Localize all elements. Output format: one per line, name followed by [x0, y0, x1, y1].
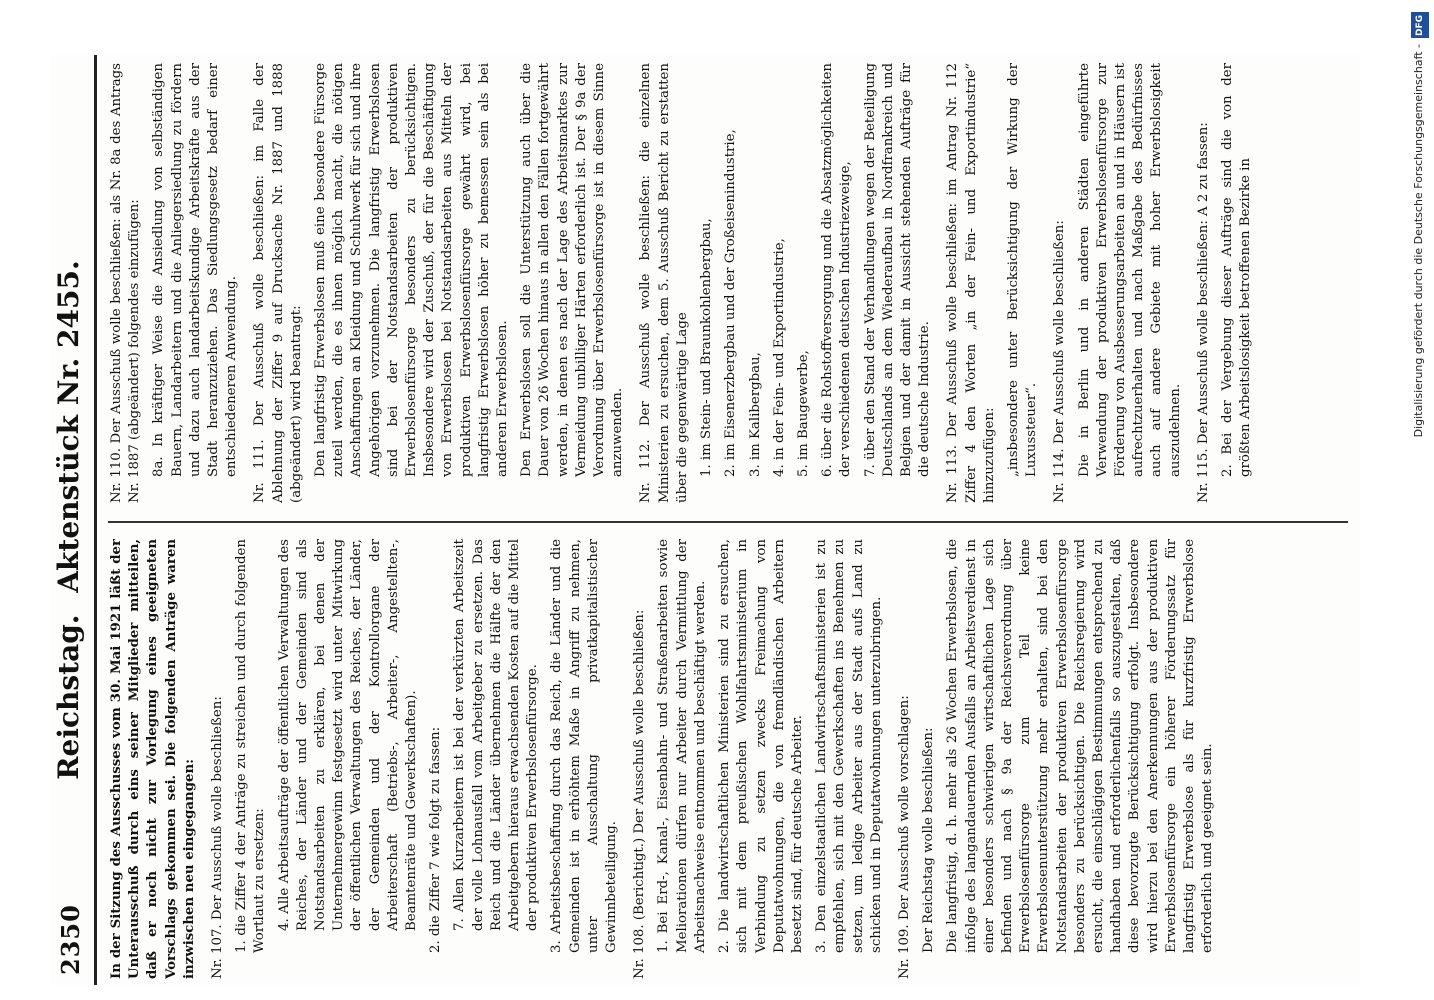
motion-114-text: Die in Berlin und in anderen Städten eingeführte Verwendung der produktiven Erwerbslosenfürsorge zur Förderung von Ausbesserungsarbeiten an und in Häusern ist aufrechtzuerhalten und nach Maßgabe des Bedürfnisses auch auf andere Gebiete mit hoher Erwerbslosigkeit auszudehnen.	[1076, 63, 1183, 477]
header-left-title: Reichstag.	[52, 614, 85, 780]
dfg-attribution	[1408, 8, 1434, 992]
running-title	[52, 55, 85, 985]
motion-108-heading: Nr. 108. (Berichtigt.) Der Ausschuß wolle beschließen:	[632, 609, 648, 979]
dfg-logo-icon: DFG	[1411, 12, 1429, 38]
left-column	[108, 539, 1348, 979]
right-column	[108, 63, 1348, 503]
motion-112-item: 2. im Eisenerzbergbau und der Großeisenindustrie,	[723, 129, 739, 477]
motion-112-item: 3. im Kalibergbau,	[747, 352, 763, 477]
column-divider	[108, 521, 1348, 523]
motion-107-heading: Nr. 107. Der Ausschuß wolle beschließen:	[210, 696, 226, 979]
motion-109-sub: Der Reichstag wolle beschließen:	[921, 727, 937, 953]
motion-112-item: 4. in der Fein- und Exportindustrie,	[771, 238, 787, 477]
motion-110-text: 8a. In kräftiger Weise die Ansiedlung von selbständigen Bauern, Landarbeitern und die Anliegersiedlung zu fördern und dazu auch landarbeitskundige Arbeitskräfte aus der Stadt heranzuziehen. Das Siedlungsgesetz bedarf einer entschiedeneren Anwendung.	[151, 63, 240, 477]
motion-109-text: Die langfristig, d. h. mehr als 26 Wochen Erwerbslosen, die infolge des langandauernden Ausfalls an Arbeitsverdienst in einer besonders schwierigen wirtschaftlichen Lage sich befinden und nach § 9a der Reichsverordnung über Erwerbslosenfürsorge zum Teil keine Erwerbslosenunterstützung mehr erhalten, sind bei den Notstandsarbeiten der produktiven Erwerbslosenfürsorge besonders zu berücksichtigen. Die Reichsregierung wird ersucht, die einschlägigen Bestimmungen entsprechend zu handhaben und erforderlichenfalls so auszugestalten, daß diese bevorzugte Berücksichtigung erfolgt. Insbesondere wird hierzu bei den Anerkennungen aus der produktiven Erwerbslosenfürsorge ein höherer Förderungssatz für langfristig Erwerbslose als für kurzfristig Erwerbslose erforderlich und geeignet sein.	[945, 539, 1216, 953]
motion-107-item-3: 3. Arbeitsbeschaffung durch das Reich, die Länder und die Gemeinden ist in erhöhtem Maße in Angriff zu nehmen, unter Ausschaltung privatkapitalistischer Gewinnbeteiligung.	[549, 539, 620, 953]
document-sheet	[50, 55, 1360, 985]
motion-112-item: 1. im Stein- und Braunkohlenbergbau,	[699, 218, 715, 477]
intro-paragraph: In der Sitzung des Ausschusses vom 30. Mai 1921 läßt der Unterausschuß durch eins seiner Mitglieder mitteilen, daß er noch nicht zur Vorlegung eines geeigneten Vorschlags gekommen sei. Die folgenden Anträge waren inzwischen neu eingegangen:	[109, 539, 197, 979]
text-columns	[108, 55, 1348, 985]
motion-110-heading: Nr. 110. Der Ausschuß wolle beschließen: als Nr. 8a des Antrags Nr. 1887 (abgeändert) folgendes einzufügen:	[109, 63, 143, 503]
motion-111-text-2: Den Erwerbslosen soll die Unterstützung auch über die Dauer von 26 Wochen hinaus in allen den Fällen fortgewährt werden, in denen es nach der Lage des Arbeitsmarktes zur Vermeidung unbilliger Härten erforderlich ist. Der § 9a der Verordnung über Erwerbslosenfürsorge ist in diesem Sinne anzuwenden.	[519, 63, 626, 477]
motion-107-item-2: 2. die Ziffer 7 wie folgt zu fassen:	[428, 726, 444, 953]
motion-112-item: 5. im Baugewerbe,	[795, 350, 811, 477]
motion-113-heading: Nr. 113. Der Ausschuß wolle beschließen: im Antrag Nr. 112 Ziffer 4 den Worten „in der Fein- und Exportindustrie“ hinzuzufügen:	[945, 63, 997, 503]
motion-113-text: „insbesondere unter Berücksichtigung der Wirkung der Luxussteuer“.	[1005, 63, 1040, 477]
page-number: 2350	[56, 904, 85, 975]
motion-107-item-1-text: 4. Alle Arbeitsaufträge der öffentlichen Verwaltungen des Reiches, der Länder und der Gemeinden sind als Notstandsarbeiten zu erklären, bei denen der Unternehmergewinn festgesetzt wird unter Mitwirkung der öffentlichen Verwaltungen des Reiches, der Länder, der Gemeinden und der Kontrollorgane der Arbeiterschaft (Betriebs-, Arbeiter-, Angestellten-, Beamtenräte und Gewerkschaften).	[276, 539, 420, 931]
dfg-attribution-text: Digitalisierung gefördert durch die Deutsche Forschungsgemeinschaft -	[1412, 44, 1425, 438]
motion-107-item-1: 1. die Ziffer 4 der Anträge zu streichen und durch folgenden Wortlaut zu ersetzen:	[234, 539, 268, 953]
motion-112-item: 7. über den Stand der Verhandlungen wegen der Beteiligung Deutschlands an dem Wiederaufbau in Nordfrankreich und Belgien und der damit in Aussicht stehenden Aufträge für die deutsche Industrie.	[862, 63, 933, 477]
motion-111-text-1: Den langfristig Erwerbslosen muß eine besondere Fürsorge zuteil werden, die es ihnen möglich macht, die nötigen Anschaffungen an Kleidung und Schuhwerk für sich und ihre Angehörigen vorzunehmen. Die langfristig Erwerbslosen sind bei der Notstandsarbeiten der produktiven Erwerbslosenfürsorge besonders zu berücksichtigen. Insbesondere wird der Zuschuß, der für die Beschäftigung von Erwerbslosen bei Notstandsarbeiten aus Mitteln der produktiven Erwerbslosenfürsorge gewährt wird, bei langfristig Erwerbslosen höher zu bemessen sein als bei anderen Erwerbslosen.	[313, 63, 511, 477]
motion-112-item: 6. über die Rohstoffversorgung und die Absatzmöglichkeiten der verschiedenen deutschen Industriezweige,	[820, 63, 854, 477]
motion-108-item-3: 3. Den einzelstaatlichen Landwirtschaftsministerien ist zu empfehlen, sich mit den Gewerkschaften ins Benehmen zu setzen, um ledige Arbeiter aus der Stadt aufs Land zu schicken und in Deputatwohnungen unterzubringen.	[814, 539, 884, 953]
motion-114-heading: Nr. 114. Der Ausschuß wolle beschließen:	[1052, 220, 1068, 503]
motion-115-heading: Nr. 115. Der Ausschuß wolle beschließen: A 2 zu fassen:	[1195, 122, 1211, 503]
motion-108-item-2: 2. Die landwirtschaftlichen Ministerien sind zu ersuchen, sich mit dem preußischen Wohlfahrtsministerium in Verbindung zu setzen zwecks Freimachung von Deputatwohnungen, die von fremdländischen Arbeitern besetzt sind, für deutsche Arbeiter.	[717, 539, 805, 953]
motion-115-text: 2. Bei der Vergebung dieser Aufträge sind die von der größten Arbeitslosigkeit betroffenen Bezirke in	[1219, 63, 1254, 477]
motion-108-item-1: 1. Bei Erd-, Kanal-, Eisenbahn- und Straßenarbeiten sowie Meliorationen dürfen nur Arbeiter durch Vermittlung der Arbeitsnachweise entnommen und beschäftigt werden.	[656, 539, 708, 953]
motion-111-heading: Nr. 111. Der Ausschuß wolle beschließen: im Falle der Ablehnung der Ziffer 9 auf Drucksache Nr. 1887 und 1888 (abgeändert) wird beantragt:	[252, 63, 304, 503]
motion-112-heading: Nr. 112. Der Ausschuß wolle beschließen: die einzelnen Ministerien zu ersuchen, dem 5. Ausschuß Bericht zu erstatten über die gegenwärtige Lage	[638, 63, 690, 503]
page-header	[50, 55, 97, 985]
header-right-title: Aktenstück Nr. 2455.	[52, 260, 85, 593]
motion-107-item-2-text: 7. Allen Kurzarbeitern ist bei der verkürzten Arbeitszeit der volle Lohnausfall vom Arbeitgeber zu ersetzen. Das Reich und die Länder übernehmen die Hälfte der den Arbeitgebern hieraus erwachsenden Kosten auf die Mittel der produktiven Erwerbslosenfürsorge.	[452, 539, 541, 931]
motion-109-heading: Nr. 109. Der Ausschuß wolle vorschlagen:	[896, 695, 912, 979]
